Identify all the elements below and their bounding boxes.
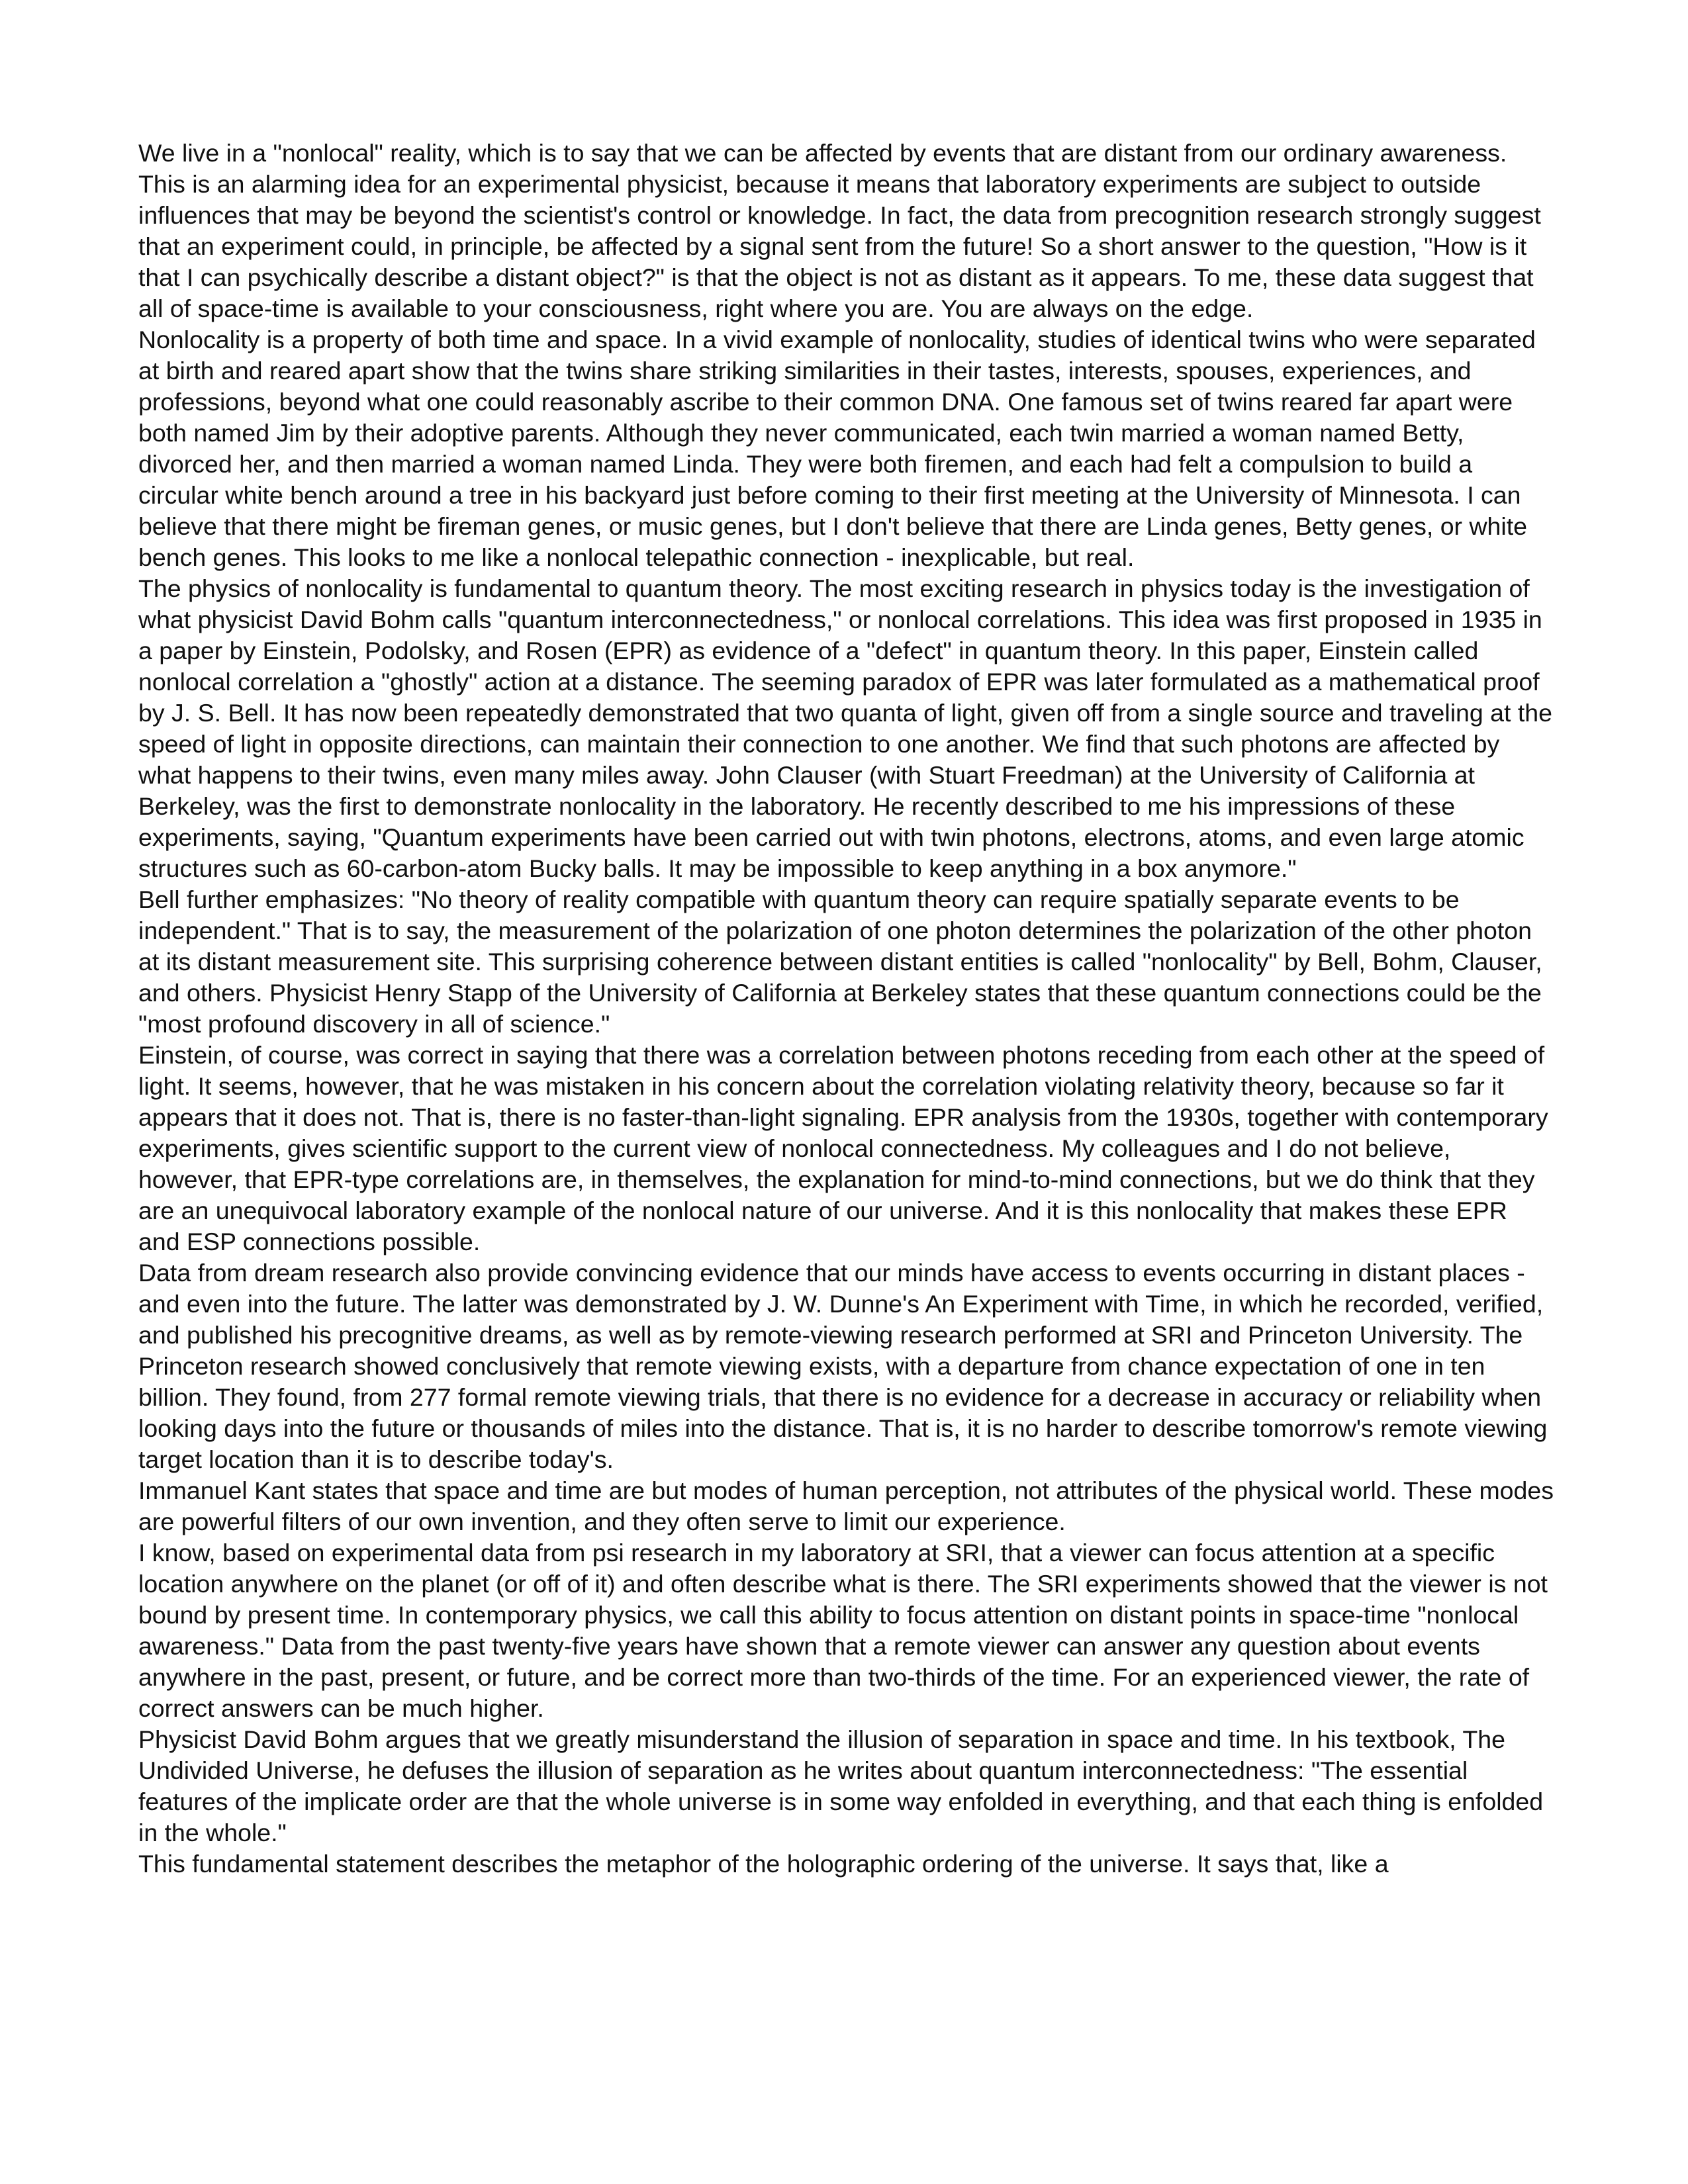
paragraph-einstein-correlation: Einstein, of course, was correct in saying that there was a correlation between photons receding from each other at the speed of light. It seems, however, that he was mistaken in his concern about the correlation violating relativity theory, because so far it appears that it does not. That is, there is no faster-than-light signaling. EPR analysis from the 1930s, together with contemporary experiments, gives scientific support to the current view of nonlocal connectedness. My colleagues and I do not believe, however, that EPR-type correlations are, in themselves, the explanation for mind-to-mind connections, but we do think that they are an unequivocal laboratory example of the nonlocal nature of our universe. And it is this nonlocality that makes these EPR and ESP connections possible.: [138, 1041, 1548, 1255]
paragraph-immanuel-kant: Immanuel Kant states that space and time are but modes of human perception, not attributes of the physical world. These modes are powerful filters of our own invention, and they often serve to limit our experience.: [138, 1477, 1554, 1535]
paragraph-nonlocal-reality: We live in a "nonlocal" reality, which is to say that we can be affected by events that are distant from our ordinary awareness. This is an alarming idea for an experimental physicist, because it means that laboratory experiments are subject to outside influences that may be beyond the scientist's control or knowledge. In fact, the data from precognition research strongly suggest that an experiment could, in principle, be affected by a signal sent from the future! So a short answer to the question, "How is it that I can psychically describe a distant object?" is that the object is not as distant as it appears. To me, these data suggest that all of space-time is available to your consciousness, right where you are. You are always on the edge.: [138, 139, 1541, 322]
document-page: [138, 138, 1555, 1880]
paragraph-sri-psi-research: I know, based on experimental data from psi research in my laboratory at SRI, that a viewer can focus attention at a specific location anywhere on the planet (or off of it) and often describe what is there. The SRI experiments showed that the viewer is not bound by present time. In contemporary physics, we call this ability to focus attention on distant points in space-time "nonlocal awareness." Data from the past twenty-five years have shown that a remote viewer can answer any question about events anywhere in the past, present, or future, and be correct more than two-thirds of the time. For an experienced viewer, the rate of correct answers can be much higher.: [138, 1539, 1548, 1722]
paragraph-physics-of-nonlocality: The physics of nonlocality is fundamental to quantum theory. The most exciting research in physics today is the investigation of what physicist David Bohm calls "quantum interconnectedness," or nonlocal correlations. This idea was first proposed in 1935 in a paper by Einstein, Podolsky, and Rosen (EPR) as evidence of a "defect" in quantum theory. In this paper, Einstein called nonlocal correlation a "ghostly" action at a distance. The seeming paradox of EPR was later formulated as a mathematical proof by J. S. Bell. It has now been repeatedly demonstrated that two quanta of light, given off from a single source and traveling at the speed of light in opposite directions, can maintain their connection to one another. We find that such photons are affected by what happens to their twins, even many miles away. John Clauser (with Stuart Freedman) at the University of California at Berkeley, was the first to demonstrate nonlocality in the laboratory. He recently described to me his impressions of these experiments, saying, "Quantum experiments have been carried out with twin photons, electrons, atoms, and even large atomic structures such as 60-carbon-atom Bucky balls. It may be impossible to keep anything in a box anymore.": [138, 574, 1552, 882]
paragraph-dream-research: Data from dream research also provide convincing evidence that our minds have access to events occurring in distant places - and even into the future. The latter was demonstrated by J. W. Dunne's An Experiment with Time, in which he recorded, verified, and published his precognitive dreams, as well as by remote-viewing research performed at SRI and Princeton University. The Princeton research showed conclusively that remote viewing exists, with a departure from chance expectation of one in ten billion. They found, from 277 formal remote viewing trials, that there is no evidence for a decrease in accuracy or reliability when looking days into the future or thousands of miles into the distance. That is, it is no harder to describe tomorrow's remote viewing target location than it is to describe today's.: [138, 1259, 1548, 1473]
paragraph-identical-twins: Nonlocality is a property of both time and space. In a vivid example of nonlocality, studies of identical twins who were separated at birth and reared apart show that the twins share striking similarities in their tastes, interests, spouses, experiences, and professions, beyond what one could reasonably ascribe to their common DNA. One famous set of twins reared far apart were both named Jim by their adoptive parents. Although they never communicated, each twin married a woman named Betty, divorced her, and then married a woman named Linda. They were both firemen, and each had felt a compulsion to build a circular white bench around a tree in his backyard just before coming to their first meeting at the University of Minnesota. I can believe that there might be fireman genes, or music genes, but I don't believe that there are Linda genes, Betty genes, or white bench genes. This looks to me like a nonlocal telepathic connection - inexplicable, but real.: [138, 326, 1536, 571]
paragraph-david-bohm: Physicist David Bohm argues that we greatly misunderstand the illusion of separation in space and time. In his textbook, The Undivided Universe, he defuses the illusion of separation as he writes about quantum interconnectedness: "The essential features of the implicate order are that the whole universe is in some way enfolded in everything, and that each thing is enfolded in the whole.": [138, 1725, 1544, 1846]
paragraph-bell-emphasizes: Bell further emphasizes: "No theory of reality compatible with quantum theory can require spatially separate events to be independent." That is to say, the measurement of the polarization of one photon determines the polarization of the other photon at its distant measurement site. This surprising coherence between distant entities is called "nonlocality" by Bell, Bohm, Clauser, and others. Physicist Henry Stapp of the University of California at Berkeley states that these quantum connections could be the "most profound discovery in all of science.": [138, 886, 1542, 1038]
paragraph-holographic-ordering: This fundamental statement describes the metaphor of the holographic ordering of the universe. It says that, like a: [138, 1850, 1389, 1878]
